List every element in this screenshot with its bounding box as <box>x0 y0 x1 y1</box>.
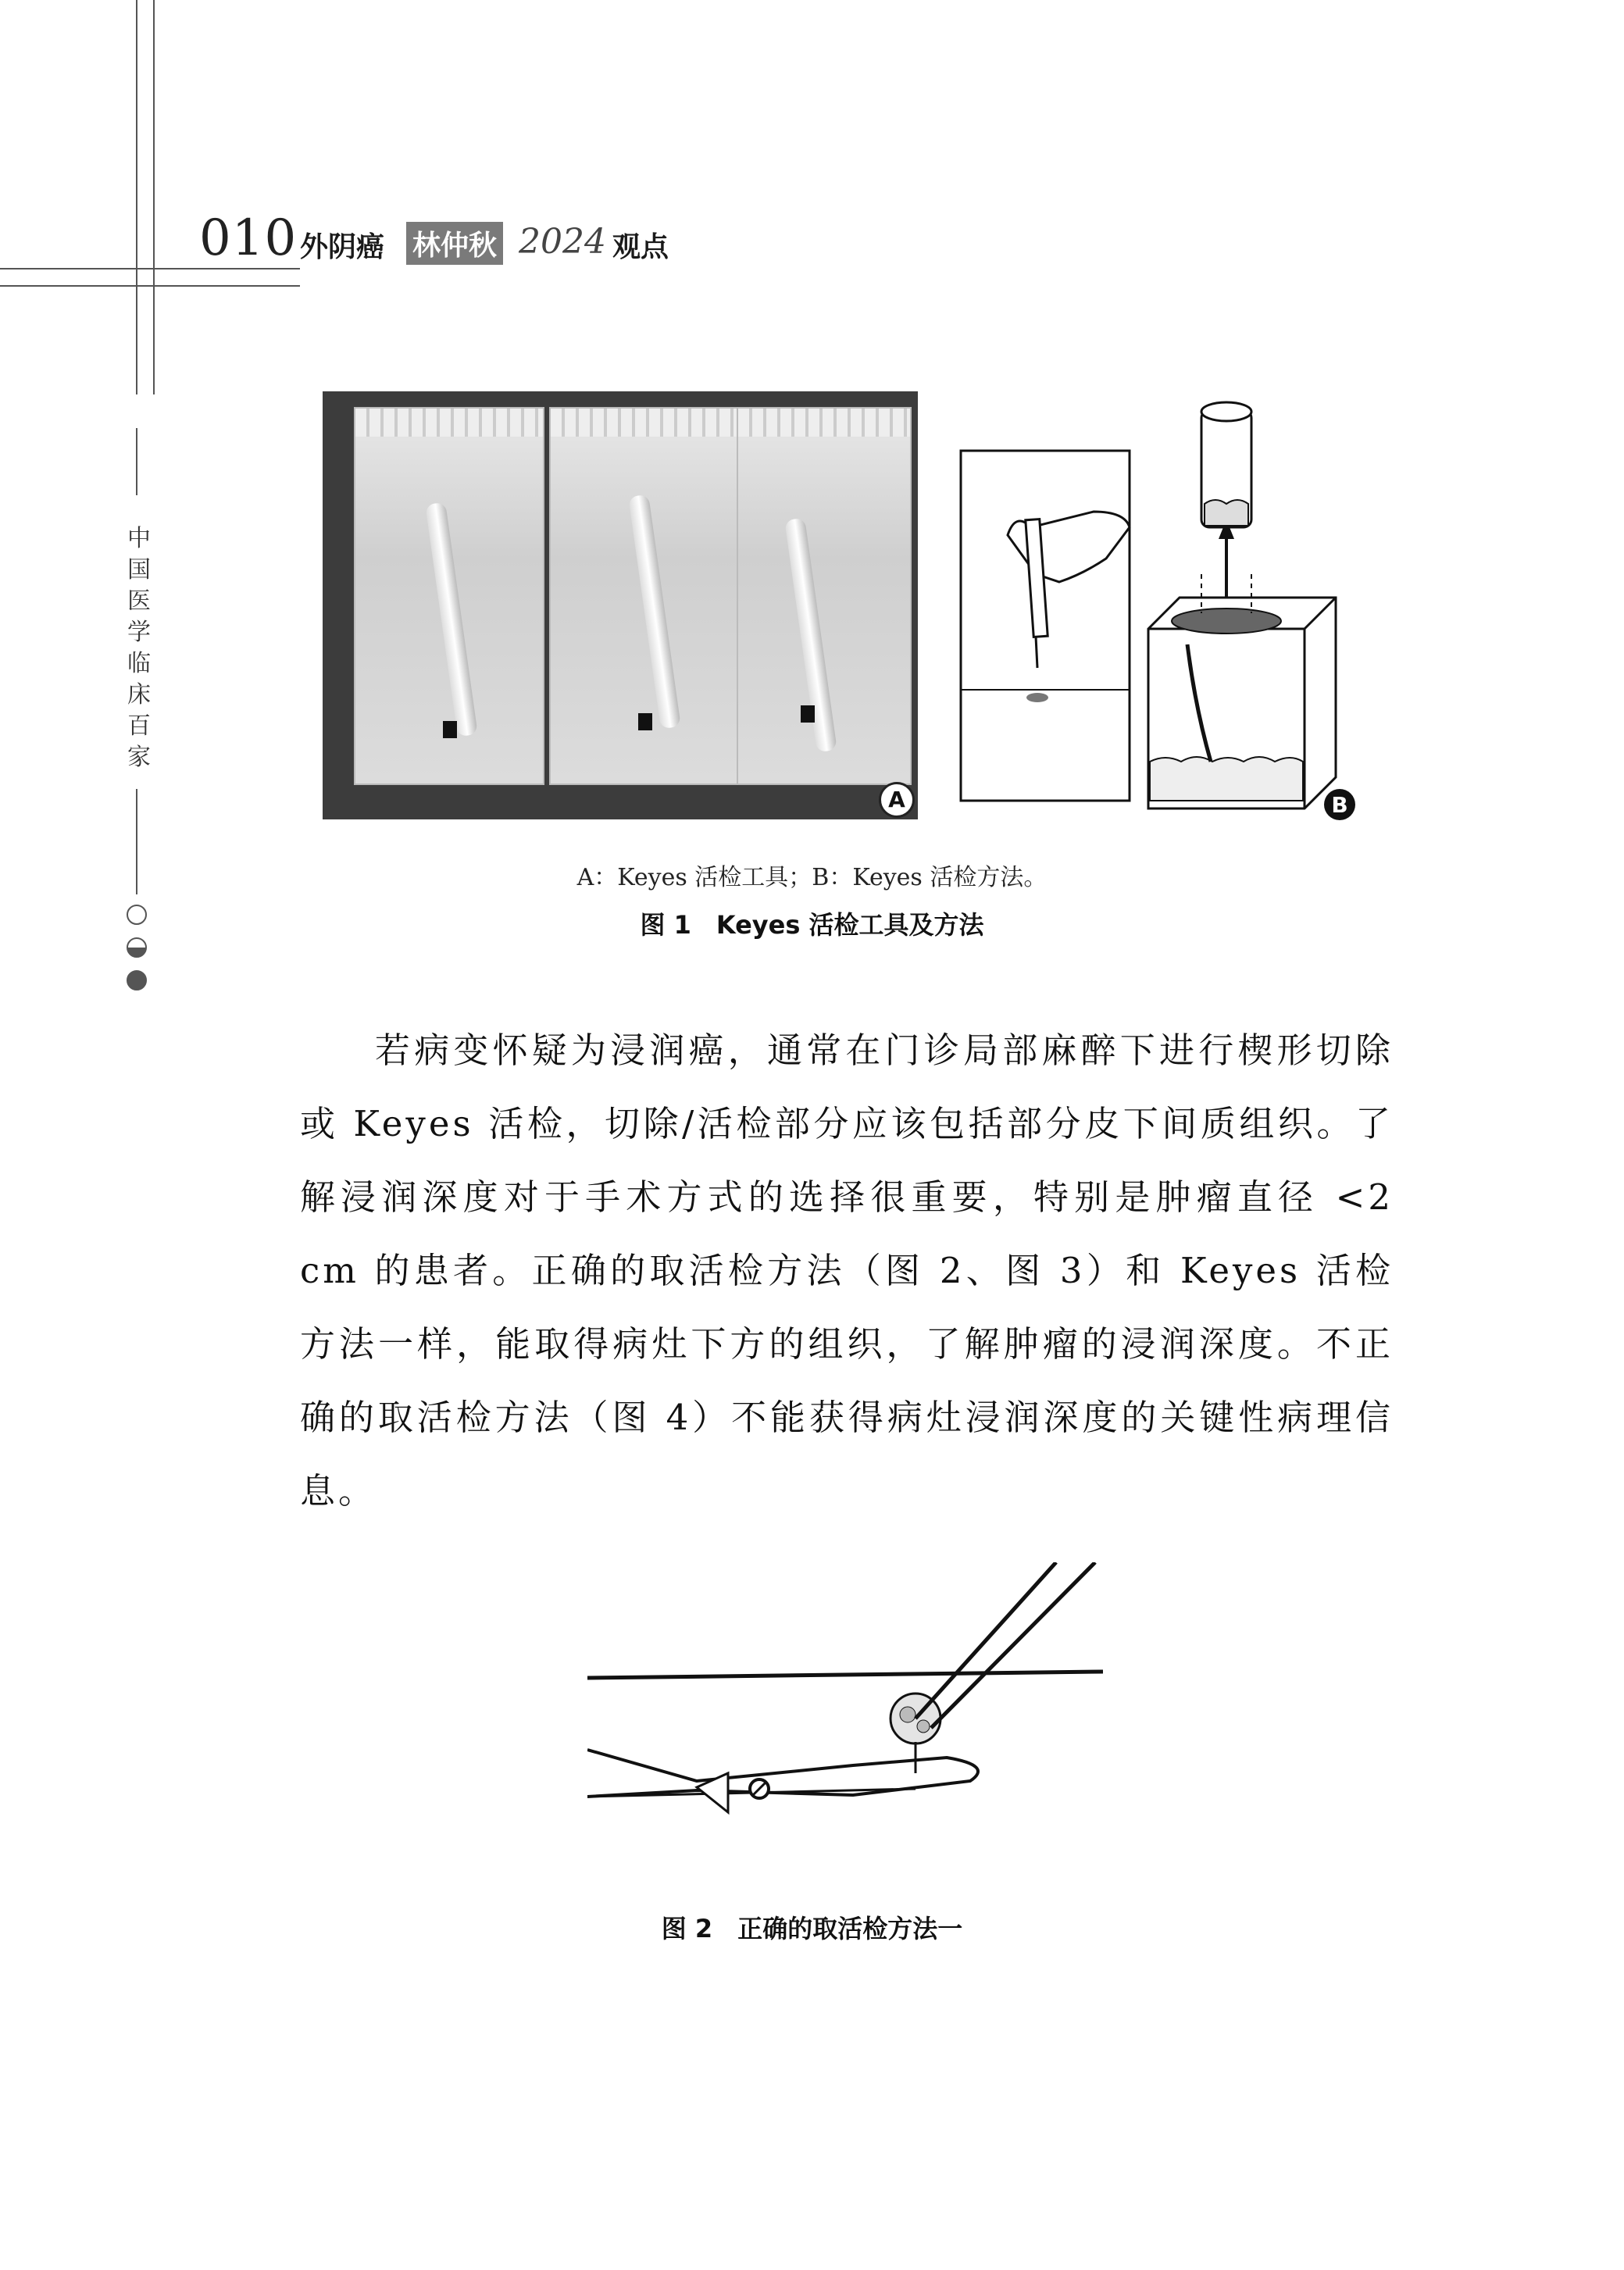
figure1-label-a: A <box>879 782 915 818</box>
figure1-drawing-keyes-method <box>953 387 1359 824</box>
filled-dot-icon <box>127 970 147 990</box>
figure2-drawing-biopsy <box>587 1562 1103 1859</box>
author-badge: 林仲秋 <box>406 222 503 265</box>
figure2-caption: 图 2 正确的取活检方法一 <box>661 1914 963 1943</box>
figure1-caption: 图 1 Keyes 活检工具及方法 <box>640 910 984 940</box>
header-rule-horizontal-1 <box>0 268 300 269</box>
year: 2024 <box>519 222 606 262</box>
opinion-label: 观点 <box>612 231 669 263</box>
book-title: 外阴癌 <box>300 231 385 263</box>
header-rule-vertical-2 <box>153 0 155 394</box>
figure1-subcaption: A：Keyes 活检工具；B：Keyes 活检方法。 <box>576 864 1048 891</box>
header-rule-vertical-1 <box>136 0 137 394</box>
figure1-label-b: B <box>1331 792 1348 818</box>
series-title: 中国医学临床百家 <box>127 525 151 771</box>
body-paragraph-container <box>300 1014 1394 1528</box>
header-rule-horizontal-2 <box>0 285 300 287</box>
body-paragraph: 若病变怀疑为浸润癌，通常在门诊局部麻醉下进行楔形切除或 Keyes 活检，切除/活检部分应该包括部分皮下间质组织。了解浸润深度对于手术方式的选择很重要，特别是肿瘤直径 <2 cm 的患者。正确的取活检方法（图 2、图 3）和 Keyes 活检方法一样，能取得病灶下方的组织，了解肿瘤的浸润深度。不正确的取活检方法（图 4）不能获得病灶浸润深度的关键性病理信息。 <box>300 1030 1394 1512</box>
page-number: 010 <box>199 209 298 267</box>
side-rule-top <box>136 428 137 495</box>
figure1-photo-keyes-tools <box>323 391 918 819</box>
